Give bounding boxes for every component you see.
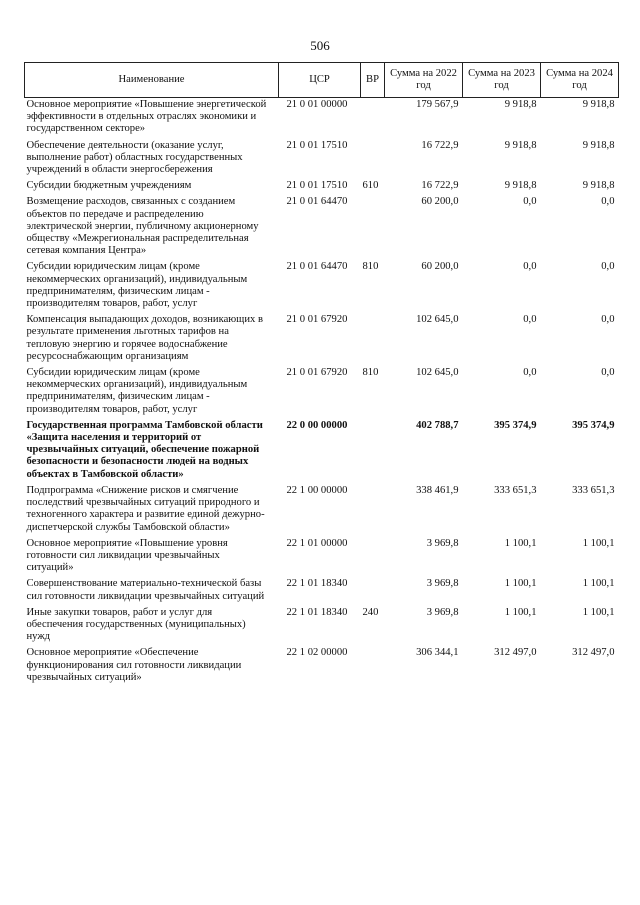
- row-sum-2024: 333 651,3: [572, 484, 615, 496]
- header-sum-2024: Сумма на 2024 год: [541, 63, 619, 98]
- row-sum-2022: 338 461,9: [416, 484, 459, 496]
- row-csr: 21 0 01 64470: [286, 261, 348, 273]
- header-sum-2022: Сумма на 2022 год: [385, 63, 463, 98]
- row-sum-2023: 1 100,1: [504, 578, 537, 590]
- row-vr: [361, 313, 385, 366]
- row-sum-2024: 9 918,8: [582, 139, 615, 151]
- budget-table: [24, 62, 619, 687]
- table-row: [25, 419, 619, 484]
- row-sum-2023: 0,0: [523, 367, 537, 379]
- header-vr: ВР: [361, 63, 385, 98]
- row-name: Субсидии бюджетным учреждениям: [26, 180, 192, 192]
- table-row: [25, 195, 619, 260]
- row-csr: 21 0 01 67920: [286, 367, 348, 379]
- table-row: [25, 366, 619, 419]
- row-sum-2023: 0,0: [523, 196, 537, 208]
- row-sum-2024: 9 918,8: [582, 180, 615, 192]
- row-sum-2022: 3 969,8: [426, 537, 459, 549]
- row-name: Основное мероприятие «Повышение энергетической эффективности в отдельных отраслях экономики и государственном секторе»: [26, 99, 267, 135]
- table-row: [25, 98, 619, 139]
- row-vr: 810: [362, 367, 379, 379]
- row-csr: 21 0 01 64470: [286, 196, 348, 208]
- row-name: Иные закупки товаров, работ и услуг для обеспечения государственных (муниципальных) нужд: [26, 606, 246, 643]
- row-sum-2023: 9 918,8: [504, 180, 537, 192]
- row-sum-2023: 1 100,1: [504, 537, 537, 549]
- header-csr: ЦСР: [279, 63, 361, 98]
- row-csr: 22 1 00 00000: [286, 484, 348, 496]
- row-name: Компенсация выпадающих доходов, возникающих в результате применения льготных тарифов на тепловую энергию и горячее водоснабжение ресурсоснабжающим организациям: [26, 314, 263, 362]
- row-sum-2023: 312 497,0: [494, 647, 537, 659]
- table-row: [25, 313, 619, 366]
- table-row: [25, 139, 619, 180]
- row-vr: [361, 98, 385, 139]
- table-row: [25, 260, 619, 313]
- row-sum-2022: 60 200,0: [421, 196, 459, 208]
- row-name: Субсидии юридическим лицам (кроме некоммерческих организаций), индивидуальным предпринимателям, физическим лицам - производителям товаров, работ, услуг: [26, 367, 248, 415]
- row-sum-2023: 395 374,9: [494, 419, 537, 431]
- row-sum-2023: 9 918,8: [504, 99, 537, 110]
- row-csr: 22 1 02 00000: [286, 647, 348, 659]
- row-csr: 21 0 01 17510: [286, 180, 348, 192]
- row-sum-2024: 0,0: [601, 261, 615, 273]
- row-vr: [361, 139, 385, 180]
- row-sum-2022: 3 969,8: [426, 606, 459, 618]
- row-sum-2022: 102 645,0: [416, 367, 459, 379]
- row-vr: [361, 646, 385, 687]
- row-sum-2024: 0,0: [601, 367, 615, 379]
- row-sum-2024: 395 374,9: [572, 419, 615, 431]
- row-csr: 22 1 01 18340: [286, 606, 348, 618]
- row-sum-2024: 1 100,1: [582, 537, 615, 549]
- row-sum-2024: 312 497,0: [572, 647, 615, 659]
- row-vr: [361, 577, 385, 605]
- row-vr: [361, 537, 385, 578]
- row-vr: 810: [362, 261, 379, 273]
- row-csr: 21 0 01 17510: [286, 139, 348, 151]
- row-name: Основное мероприятие «Обеспечение функционирования сил готовности ликвидации чрезвычайных ситуаций»: [26, 647, 242, 683]
- row-sum-2024: 9 918,8: [582, 99, 615, 110]
- header-sum-2023: Сумма на 2023 год: [463, 63, 541, 98]
- row-sum-2024: 0,0: [601, 196, 615, 208]
- row-sum-2022: 16 722,9: [421, 180, 459, 192]
- row-sum-2024: 1 100,1: [582, 578, 615, 590]
- row-csr: 21 0 01 67920: [286, 314, 348, 326]
- row-sum-2022: 60 200,0: [421, 261, 459, 273]
- header-name: Наименование: [25, 63, 279, 98]
- row-vr: [361, 484, 385, 537]
- row-name: Подпрограмма «Снижение рисков и смягчение последствий чрезвычайных ситуаций природного и техногенного характера и развитие единой дежурно-диспетчерской службы Тамбовской области»: [26, 484, 265, 533]
- row-vr: [361, 419, 385, 484]
- table-header-row: [25, 63, 619, 98]
- row-sum-2022: 16 722,9: [421, 139, 459, 151]
- row-sum-2024: 0,0: [601, 314, 615, 326]
- row-vr: 610: [362, 180, 379, 192]
- row-csr: 22 1 01 18340: [286, 578, 348, 590]
- row-name: Совершенствование материально-технической базы сил готовности ликвидации чрезвычайных ситуаций: [26, 578, 265, 602]
- row-sum-2022: 402 788,7: [416, 419, 459, 431]
- row-name: Возмещение расходов, связанных с созданием объектов по передаче и распределению электрической энергии, публичному акционерному обществу «Межрегиональная распределительная сетевая компания Центра»: [26, 196, 259, 257]
- row-vr: 240: [362, 606, 379, 618]
- table-row: [25, 179, 619, 195]
- page-number: 506: [310, 38, 330, 53]
- table-row: [25, 537, 619, 578]
- row-vr: [361, 195, 385, 260]
- table-row: [25, 606, 619, 647]
- row-sum-2022: 102 645,0: [416, 314, 459, 326]
- row-sum-2023: 0,0: [523, 314, 537, 326]
- row-name: Субсидии юридическим лицам (кроме некоммерческих организаций), индивидуальным предпринимателям, физическим лицам - производителям товаров, работ, услуг: [26, 261, 248, 310]
- row-csr: 21 0 01 00000: [286, 99, 348, 110]
- table-row: [25, 646, 619, 687]
- row-sum-2022: 3 969,8: [426, 578, 459, 590]
- row-sum-2023: 333 651,3: [494, 484, 537, 496]
- row-name: Обеспечение деятельности (оказание услуг, выполнение работ) областных государственных учреждений в области энергосбережения: [26, 139, 243, 176]
- table-body: [25, 98, 619, 687]
- row-sum-2022: 306 344,1: [416, 647, 459, 659]
- row-csr: 22 0 00 00000: [286, 419, 348, 431]
- row-name: Основное мероприятие «Повышение уровня готовности сил ликвидации чрезвычайных ситуаций»: [26, 537, 228, 574]
- table-row: [25, 577, 619, 605]
- table-row: [25, 484, 619, 537]
- row-csr: 22 1 01 00000: [286, 537, 348, 549]
- row-sum-2023: 9 918,8: [504, 139, 537, 151]
- row-sum-2022: 179 567,9: [416, 99, 459, 110]
- row-sum-2024: 1 100,1: [582, 606, 615, 618]
- row-sum-2023: 0,0: [523, 261, 537, 273]
- row-sum-2023: 1 100,1: [504, 606, 537, 618]
- row-name: Государственная программа Тамбовской области «Защита населения и территорий от чрезвычайных ситуаций, обеспечение пожарной безопасности и безопасности людей на водных объектах в Тамбовской области»: [26, 419, 263, 480]
